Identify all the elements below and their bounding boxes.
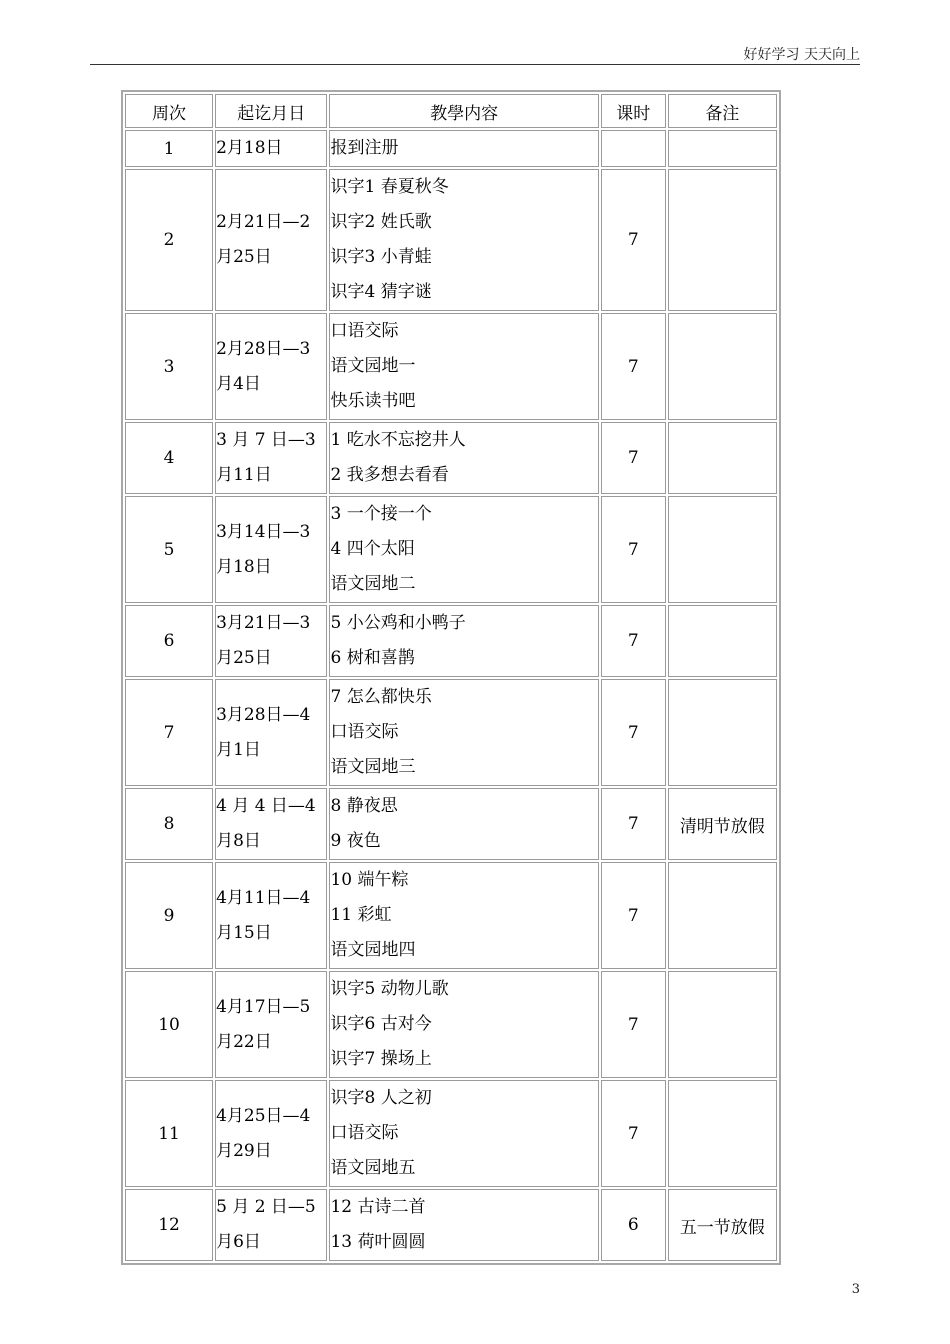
date-line: 3 月 7 日—3 [216, 430, 316, 450]
content-line: 识字5 动物儿歌 [330, 979, 449, 999]
content-line: 9 夜色 [330, 831, 381, 851]
date-line: 3月14日—3 [216, 521, 311, 542]
cell-dates [215, 313, 327, 420]
date-line: 2月18日 [216, 138, 283, 158]
cell-hours: 7 [601, 605, 666, 677]
cell-content [329, 169, 598, 311]
date-line: 5 月 2 日—5 [216, 1197, 316, 1217]
cell-dates [215, 862, 327, 969]
cell-note [668, 169, 777, 311]
cell-content [329, 422, 598, 494]
header-week: 周次 [125, 94, 213, 128]
header-dates: 起讫月日 [215, 94, 327, 128]
cell-content [329, 1189, 598, 1261]
header-divider [90, 64, 860, 65]
cell-hours: 7 [601, 788, 666, 860]
cell-hours [601, 130, 666, 167]
cell-week: 3 [125, 313, 213, 420]
cell-dates [215, 422, 327, 494]
cell-dates [215, 605, 327, 677]
cell-content [329, 605, 598, 677]
cell-dates [215, 130, 327, 167]
date-line: 2月28日—3 [216, 338, 311, 359]
cell-note [668, 971, 777, 1078]
table-row [125, 496, 777, 603]
content-line: 报到注册 [330, 138, 399, 158]
content-line: 识字2 姓氏歌 [330, 212, 432, 232]
content-line: 12 古诗二首 [330, 1197, 426, 1217]
cell-week: 2 [125, 169, 213, 311]
table-header-row [125, 94, 777, 128]
table-row [125, 1080, 777, 1187]
date-line: 月6日 [216, 1232, 261, 1252]
cell-note [668, 1080, 777, 1187]
cell-week: 1 [125, 130, 213, 167]
cell-content [329, 1080, 598, 1187]
date-line: 月18日 [216, 556, 272, 577]
content-line: 口语交际 [330, 722, 399, 742]
content-line: 3 一个接一个 [330, 504, 432, 524]
cell-dates [215, 1189, 327, 1261]
cell-week: 10 [125, 971, 213, 1078]
cell-hours: 6 [601, 1189, 666, 1261]
cell-content [329, 971, 598, 1078]
date-line: 月8日 [216, 831, 261, 851]
cell-week: 6 [125, 605, 213, 677]
date-line: 4月25日—4 [216, 1105, 311, 1126]
cell-note: 清明节放假 [668, 788, 777, 860]
cell-week: 4 [125, 422, 213, 494]
cell-week: 7 [125, 679, 213, 786]
table-row [125, 130, 777, 167]
cell-hours: 7 [601, 679, 666, 786]
page-header-text: 好好学习 天天向上 [743, 47, 860, 63]
content-line: 语文园地三 [330, 757, 416, 777]
date-line: 月15日 [216, 922, 272, 943]
header-note: 备注 [668, 94, 777, 128]
content-line: 语文园地二 [330, 574, 416, 594]
date-line: 月25日 [216, 247, 272, 267]
content-line: 识字8 人之初 [330, 1088, 432, 1108]
cell-note [668, 422, 777, 494]
cell-note [668, 496, 777, 603]
table-row [125, 862, 777, 969]
date-line: 月25日 [216, 648, 272, 668]
cell-hours: 7 [601, 1080, 666, 1187]
cell-week: 5 [125, 496, 213, 603]
content-line: 识字7 操场上 [330, 1049, 432, 1069]
cell-note [668, 862, 777, 969]
cell-note [668, 313, 777, 420]
cell-dates [215, 788, 327, 860]
content-line: 6 树和喜鹊 [330, 648, 415, 668]
table-row [125, 169, 777, 311]
cell-week: 11 [125, 1080, 213, 1187]
table-row [125, 422, 777, 494]
table-row [125, 679, 777, 786]
cell-dates [215, 679, 327, 786]
header-hours: 课时 [601, 94, 666, 128]
content-line: 语文园地四 [330, 940, 416, 960]
date-line: 月1日 [216, 739, 261, 760]
date-line: 2月21日—2 [216, 212, 311, 232]
content-line: 10 端午粽 [330, 870, 409, 890]
date-line: 4 月 4 日—4 [216, 796, 316, 816]
content-line: 口语交际 [330, 321, 399, 341]
date-line: 3月28日—4 [216, 704, 311, 725]
cell-hours: 7 [601, 862, 666, 969]
content-line: 语文园地五 [330, 1158, 416, 1178]
cell-note [668, 605, 777, 677]
content-line: 2 我多想去看看 [330, 465, 449, 485]
content-line: 11 彩虹 [330, 905, 392, 925]
cell-week: 8 [125, 788, 213, 860]
content-line: 13 荷叶圆圆 [330, 1232, 426, 1252]
cell-dates [215, 169, 327, 311]
cell-content [329, 862, 598, 969]
table-row [125, 971, 777, 1078]
content-line: 4 四个太阳 [330, 539, 415, 559]
date-line: 月29日 [216, 1140, 272, 1161]
cell-hours: 7 [601, 422, 666, 494]
teaching-schedule-table [121, 90, 781, 1265]
cell-content [329, 313, 598, 420]
cell-content [329, 496, 598, 603]
table-body [125, 130, 777, 1261]
table-row [125, 605, 777, 677]
content-line: 口语交际 [330, 1123, 399, 1143]
table-row [125, 313, 777, 420]
content-line: 语文园地一 [330, 356, 416, 376]
table-row [125, 788, 777, 860]
cell-dates [215, 1080, 327, 1187]
cell-dates [215, 496, 327, 603]
cell-content [329, 130, 598, 167]
cell-note: 五一节放假 [668, 1189, 777, 1261]
cell-note [668, 130, 777, 167]
cell-content [329, 679, 598, 786]
cell-hours: 7 [601, 496, 666, 603]
date-line: 4月17日—5 [216, 996, 311, 1017]
content-line: 识字1 春夏秋冬 [330, 177, 449, 197]
date-line: 月22日 [216, 1031, 272, 1052]
date-line: 4月11日—4 [216, 887, 311, 908]
cell-hours: 7 [601, 313, 666, 420]
content-line: 5 小公鸡和小鸭子 [330, 613, 466, 633]
content-line: 识字6 古对今 [330, 1014, 432, 1034]
page-number: 3 [851, 1282, 860, 1297]
content-line: 快乐读书吧 [330, 391, 416, 411]
cell-hours: 7 [601, 971, 666, 1078]
date-line: 月11日 [216, 465, 272, 485]
cell-dates [215, 971, 327, 1078]
cell-week: 9 [125, 862, 213, 969]
cell-note [668, 679, 777, 786]
cell-content [329, 788, 598, 860]
table-row [125, 1189, 777, 1261]
content-line: 识字3 小青蛙 [330, 247, 432, 267]
cell-week: 12 [125, 1189, 213, 1261]
date-line: 3月21日—3 [216, 613, 311, 633]
content-line: 8 静夜思 [330, 796, 398, 816]
header-content: 教學内容 [329, 94, 598, 128]
content-line: 7 怎么都快乐 [330, 687, 432, 707]
cell-hours: 7 [601, 169, 666, 311]
date-line: 月4日 [216, 373, 261, 394]
content-line: 识字4 猜字谜 [330, 282, 432, 302]
content-line: 1 吃水不忘挖井人 [330, 430, 466, 450]
